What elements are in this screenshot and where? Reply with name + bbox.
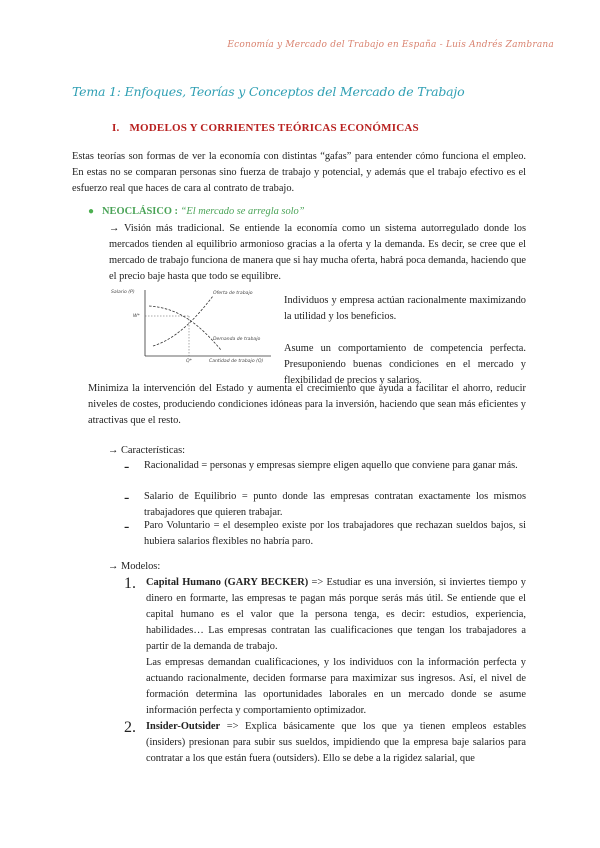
modelo-extra: Las empresas demandan cualificaciones, y los individuos con la información perfecta y actuando racionalmente, deciden formarse para maximizar sus ingresos. Así, el nivel de formación determina las oportunidades laborales en un mercado donde se asume información perfecta y comportamiento optimizador. [146, 657, 526, 716]
list-item-text: Racionalidad = personas y empresas siempre eligen aquello que conviene para ganar más. [144, 460, 518, 471]
modelo-text: => Estudiar es una inversión, si inviertes tiempo y dinero en formarte, las empresas te pagan más porque serás más útil. Se entiende que el capital humano es el valor que la persona tenga, es decir: estudios, experiencia, habilidades… Las empresas contratan las cualificaciones que tengan los trabajadores a partir de la demanda de trabajo. [146, 577, 526, 652]
modelo-paragraph [146, 575, 526, 655]
list-item [124, 518, 526, 550]
dash-marker: - [124, 489, 130, 506]
modelo-key: Insider-Outsider [146, 721, 221, 732]
list-item-text: Salario de Equilibrio = punto donde las empresas contratan exactamente los mismos trabajadores que quieren trabajar. [144, 491, 526, 518]
modelo-key: Capital Humano (GARY BECKER) [146, 577, 309, 588]
side-paragraph-1: Individuos y empresa actúan racionalmente maximizando la utilidad y los beneficios. [284, 295, 526, 322]
chart-xlabel: Cantidad de trabajo (Q) [209, 359, 264, 364]
neoclassic-bullet [88, 206, 305, 217]
vision-paragraph: → Visión más tradicional. Se entiende la economía como un sistema autorregulado donde los mercados tienden al equilibrio armonioso gracias a la oferta y la demanda. Es decir, se cree que el mercado de trabajo funciona de manera que si hay mucha oferta, habrá poca demanda, haciendo que el precio baje hasta que todo se equilibre. [109, 223, 526, 282]
tema-title: Tema 1: Enfoques, Teorías y Conceptos del Mercado de Trabajo [72, 84, 465, 99]
list-item [124, 489, 526, 521]
section-heading [112, 122, 419, 134]
modelo-number: 2. [124, 719, 136, 736]
minimiza-paragraph: Minimiza la intervención del Estado y aumenta el crecimiento que ayuda a facilitar el ahorro, reducir niveles de costes, produciendo condiciones idóneas para la inversión, haciendo que sean más eficientes y atractivas que el resto. [88, 383, 526, 426]
modelo-text: => Explica básicamente que los que ya tienen empleos estables (insiders) presionan para subir sus sueldos, impidiendo que la empresa baje salarios para contratar a los que están fuera (outsiders). Ello se debe a la rigidez salarial, que [146, 721, 526, 764]
chart-demand-label: Demanda de trabajo [213, 337, 261, 342]
chart-wlabel: W* [133, 314, 140, 319]
neoclassic-quote: “El mercado se arregla solo” [180, 206, 305, 217]
section-title: MODELOS Y CORRIENTES TEÓRICAS ECONÓMICAS [129, 122, 419, 134]
intro-paragraph: Estas teorías son formas de ver la economía con distintas “gafas” para entender cómo funciona el empleo. En estas no se comparan personas sino fuerza de trabajo y potencial, y además que el trabajo efectivo es el esfuerzo real que haces de cara al contrato de trabajo. [72, 151, 526, 194]
modelo-item [124, 719, 526, 767]
list-item [124, 458, 526, 474]
side-text [284, 293, 526, 389]
chart-supply-label: Oferta de trabajo [213, 291, 253, 296]
section-number: I. [112, 122, 120, 134]
side-paragraph-2: Asume un comportamiento de competencia perfecta. Presuponiendo buenas condiciones en el mercado y flexibilidad de precios y salarios. [284, 343, 526, 386]
modelo-paragraph [146, 719, 526, 767]
page-header: Economía y Mercado del Trabajo en España - Luis Andrés Zambrana [227, 40, 554, 50]
supply-curve [153, 296, 213, 346]
list-item-text: Paro Voluntario = el desempleo existe por los trabajadores que rechazan sueldos bajos, si hubiera salarios flexibles no habría paro. [144, 520, 526, 547]
bullet-dot-icon: ● [88, 206, 95, 217]
modelos-heading: → Modelos: [108, 561, 161, 572]
dash-marker: - [124, 458, 130, 475]
chart-qlabel: Q* [186, 359, 192, 364]
supply-demand-chart [109, 284, 279, 366]
dash-marker: - [124, 518, 130, 535]
modelo-number: 1. [124, 575, 136, 592]
caracteristicas-heading: → Características: [108, 445, 186, 456]
neoclassic-title: NEOCLÁSICO : [102, 206, 181, 217]
modelo-item [124, 575, 526, 719]
chart-ylabel: Salario (P) [111, 290, 135, 295]
demand-curve [149, 306, 221, 350]
